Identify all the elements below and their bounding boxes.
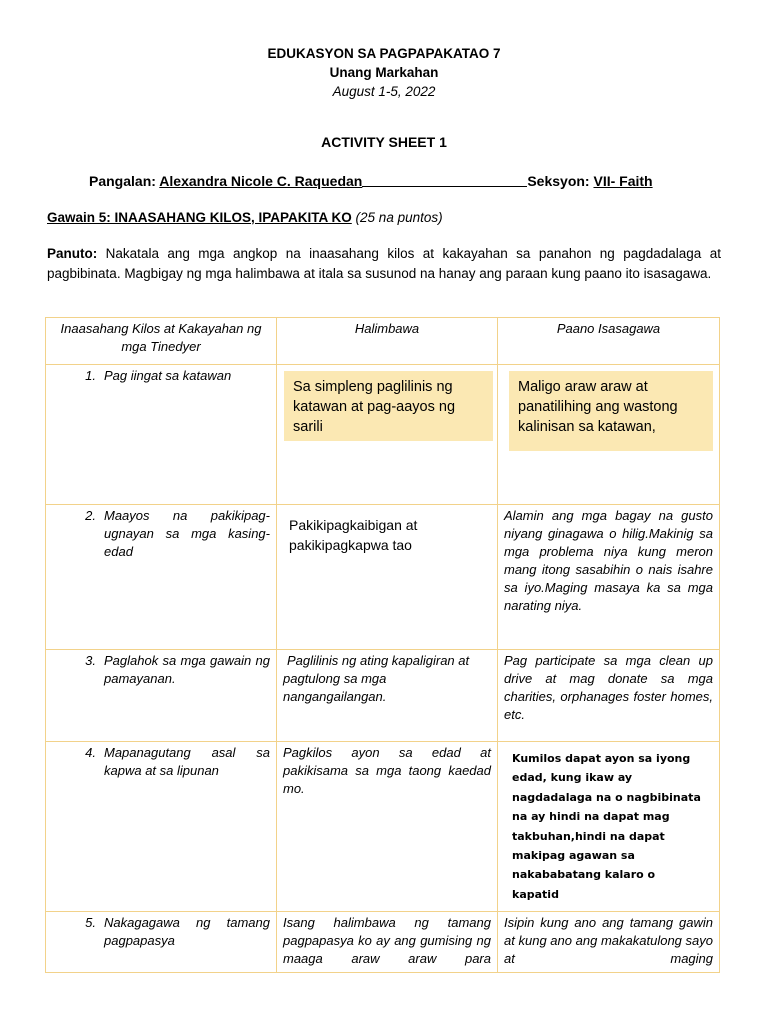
table-row [46,365,720,505]
paano-cell [498,365,720,505]
kilos-cell [46,912,277,973]
date-label: August 1-5, 2022 [332,84,436,99]
kilos-text: Nakagagawa ng tamang pagpapasya [104,915,270,948]
header-halimbawa: Halimbawa [277,318,498,365]
name-value: Alexandra Nicole C. Raquedan [159,173,363,189]
kilos-cell [46,365,277,505]
task-title: Gawain 5: INAASAHANG KILOS, IPAPAKITA KO [47,210,352,225]
kilos-cell [46,505,277,650]
kilos-text: Maayos na pakikipag-ugnayan sa mga kasing-edad [104,508,270,559]
instructions [47,244,721,283]
kilos-text: Mapanagutang asal sa kapwa at sa lipunan [104,745,270,778]
halimbawa-cell [277,505,498,650]
student-info-row [89,173,699,189]
activity-title: ACTIVITY SHEET 1 [321,134,447,150]
header-kilos: Inaasahang Kilos at Kakayahan ng mga Tinedyer [46,318,277,365]
section-value: VII- Faith [593,173,653,189]
paano-cell: Alamin ang mga bagay na gusto niyang ginagawa o hilig.Makinig sa mga problema niya kung meron mang itong sasabihin o nais isahre sa iyo.Maging masaya ka sa mga narating niya. [498,505,720,650]
paano-highlight: Maligo araw araw at panatilihing ang wastong kalinisan sa katawan, [509,371,713,451]
name-underline [362,173,527,187]
name-label: Pangalan: [89,173,156,189]
halimbawa-cell: Paglilinis ng ating kapaligiran at pagtulong sa mga nangangailangan. [277,650,498,742]
halimbawa-text: Pakikipagkaibigan at pakikipagkapwa tao [289,517,418,553]
row-number: 1. [85,368,96,383]
table-row [46,650,720,742]
section-label: Seksyon: [527,173,590,189]
paano-note: Kumilos dapat ayon sa iyong edad, kung ikaw ay nagdadalaga na o nagbibinata na ay hindi na dapat mag takbuhan,hindi na dapat makipag agawan sa nakababatang kalaro o kapatid [512,752,701,901]
row-number: 3. [85,653,96,668]
table-row [46,912,720,973]
task-heading [47,210,443,225]
table-row [46,505,720,650]
row-number: 4. [85,745,96,760]
instructions-label: Panuto: [47,246,98,261]
table-header-row [46,318,720,365]
header-paano: Paano Isasagawa [498,318,720,365]
kilos-text: Pag iingat sa katawan [104,368,232,383]
activity-table [45,317,720,973]
quarter-label: Unang Markahan [329,65,439,80]
document-header [0,44,768,101]
instructions-text: Nakatala ang mga angkop na inaasahang kilos at kakayahan sa panahon ng pagdadalaga at pagbibinata. Magbigay ng mga halimbawa at itala sa susunod na hanay ang paraan kung paano ito isasagawa. [47,246,721,281]
halimbawa-cell: Pagkilos ayon sa edad at pakikisama sa mga taong kaedad mo. [277,742,498,912]
table-row [46,742,720,912]
paano-cell [498,742,720,912]
kilos-text: Paglahok sa mga gawain ng pamayanan. [104,653,270,686]
subject-title: EDUKASYON SA PAGPAPAKATAO 7 [267,46,501,61]
paano-cell: Isipin kung ano ang tamang gawin at kung ano ang makakatulong sayo at maging [498,912,720,973]
paano-cell: Pag participate sa mga clean up drive at mag donate sa mga charities, orphanages foster homes, etc. [498,650,720,742]
row-number: 2. [85,508,96,523]
halimbawa-highlight: Sa simpleng paglilinis ng katawan at pag-aayos ng sarili [284,371,493,441]
row-number: 5. [85,915,96,930]
kilos-cell [46,650,277,742]
kilos-cell [46,742,277,912]
halimbawa-cell: Isang halimbawa ng tamang pagpapasya ko ay ang gumising ng maaga araw araw para [277,912,498,973]
halimbawa-cell [277,365,498,505]
task-points: (25 na puntos) [355,210,443,225]
